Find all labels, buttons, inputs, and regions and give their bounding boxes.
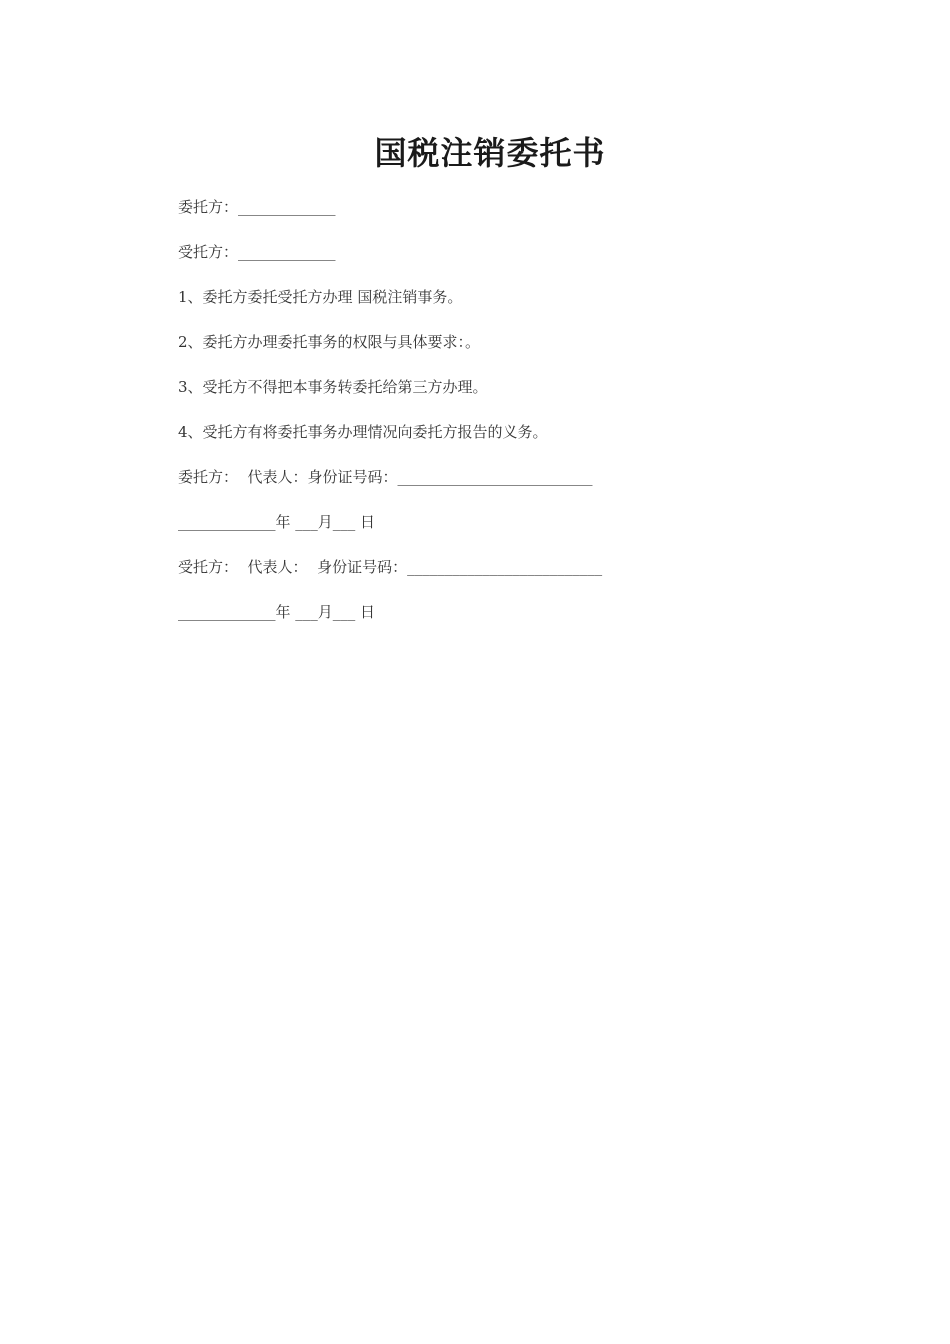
agent-line: 受托方：_____________	[178, 243, 336, 261]
principal-date-line: _____________年 ___月___ 日	[178, 513, 376, 531]
clause-4: 4、受托方有将委托事务办理情况向委托方报告的义务。	[178, 423, 548, 441]
principal-signature-line: 委托方： 代表人：身份证号码：__________________________	[178, 468, 593, 486]
document-title: 国税注销委托书	[374, 134, 606, 172]
clause-3: 3、受托方不得把本事务转委托给第三方办理。	[178, 378, 488, 396]
agent-signature-line: 受托方： 代表人： 身份证号码：__________________________	[178, 558, 603, 576]
clause-1: 1、委托方委托受托方办理 国税注销事务。	[178, 288, 463, 306]
clause-2: 2、委托方办理委托事务的权限与具体要求：。	[178, 333, 481, 351]
agent-date-line: _____________年 ___月___ 日	[178, 603, 376, 621]
principal-line: 委托方：_____________	[178, 198, 336, 216]
